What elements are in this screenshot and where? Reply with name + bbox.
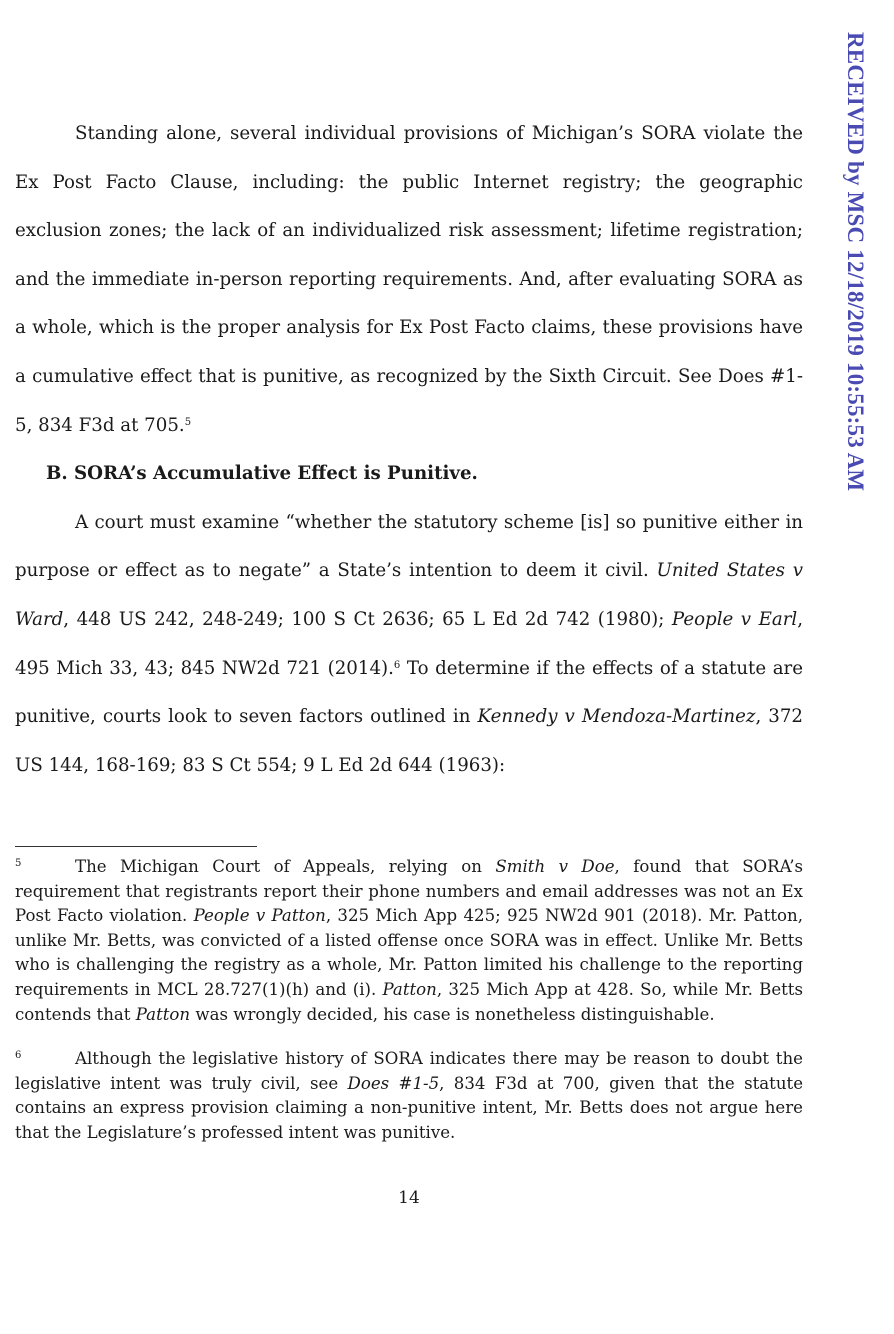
case-citation: Patton — [382, 979, 437, 999]
case-citation: People v Patton — [193, 906, 326, 926]
footnote-spacer — [15, 1027, 803, 1047]
case-citation: Smith v Doe — [495, 857, 615, 876]
paragraph-1 — [15, 110, 803, 450]
case-citation: Does #1-5 — [347, 1073, 440, 1093]
footnote-ref-6[interactable]: 6 — [393, 659, 401, 671]
paragraph-1-text: Standing alone, several individual provisions of Michigan’s SORA violate the Ex Post Facto Clause, including: the public Internet registry; the geographic exclusion zones; the lack of an individualized risk assessment; lifetime registration; and the immediate in-person reporting requirements. And, after evaluating SORA as a whole, which is the proper analysis for Ex Post Facto claims, these provisions have a cumulative effect that is punitive, as recognized by the Sixth Circuit. See Does #1-5, 834 F3d at 705. — [15, 123, 803, 436]
footnote-text: was wrongly decided, his case is nonetheless distinguishable. — [190, 1004, 715, 1024]
paragraph-2-text: A court must examine “whether the statutory scheme [is] so punitive either in purpose or effect as to negate” a State’s intention to deem it civil. — [15, 511, 803, 582]
footnote-text: , found that SORA’s requirement that registrants report their phone numbers and email addresses was not an Ex Post Facto violation. — [15, 857, 803, 926]
footnote-text: The Michigan Court of Appeals, relying on — [75, 857, 496, 876]
paragraph-2-text: , 448 US 242, 248-249; 100 S Ct 2636; 65 L Ed 2d 742 (1980); — [63, 608, 672, 630]
paragraph-2-text: , 495 Mich 33, 43; 845 NW2d 721 (2014). — [15, 608, 804, 679]
footnote-text: , 325 Mich App at 428. So, while Mr. Betts contends that — [15, 979, 803, 1024]
case-citation: United States v Ward — [15, 560, 803, 630]
footnote-ref-5[interactable]: 5 — [184, 416, 192, 428]
received-stamp: RECEIVED by MSC 12/18/2019 10:55:53 AM — [843, 32, 868, 492]
body-text — [15, 110, 803, 790]
footnote-6: 6 Although the legislative history of SORA indicates there may be reason to doubt the legislative intent was truly civil, see Does #1-5, 834 F3d at 700, given that the statute contains an express provision claiming a non-punitive intent, Mr. Betts does not argue here that the Legislature’s professed intent was punitive. — [15, 1049, 804, 1142]
paragraph-2 — [15, 499, 803, 791]
footnotes — [15, 855, 803, 1146]
footnote-divider — [15, 846, 257, 847]
case-citation: People v Earl — [671, 608, 798, 630]
case-citation: Kennedy v Mendoza-Martinez — [477, 706, 756, 728]
case-citation: Patton — [135, 1004, 191, 1024]
footnote-5: 5 The Michigan Court of Appeals, relying on Smith v Doe, found that SORA’s requirement that registrants report their phone numbers and email addresses was not an Ex Post Facto violation. People v Patton, 325 Mich App 425; 925 NW2d 901 (2018). Mr. Patton, unlike Mr. Betts, was convicted of a listed offense once SORA was in effect. Unlike Mr. Betts who is challenging the registry as a whole, Mr. Patton limited his challenge to the reporting requirements in MCL 28.727(1)(h) and (i). Patton, 325 Mich App at 428. So, while Mr. Betts contends that Patton was wrongly decided, his case is nonetheless distinguishable. — [15, 857, 803, 1024]
page-number: 14 — [398, 1188, 420, 1208]
section-heading: B. SORA’s Accumulative Effect is Punitive. — [46, 463, 478, 485]
footnote-text: Although the legislative history of SORA indicates there may be reason to doubt the legislative intent was truly civil, see — [15, 1049, 803, 1093]
paragraph-2-text: , 372 US 144, 168-169; 83 S Ct 554; 9 L Ed 2d 644 (1963): — [15, 706, 803, 776]
footnote-text: , 834 F3d at 700, given that the statute contains an express provision claiming a non-punitive intent, Mr. Betts does not argue here that the Legislature’s professed intent was punitive. — [15, 1073, 804, 1142]
paragraph-2-text: To determine if the effects of a statute are punitive, courts look to seven factors outlined in — [15, 657, 803, 728]
footnote-text: , 325 Mich App 425; 925 NW2d 901 (2018). Mr. Patton, unlike Mr. Betts, was convicted of a listed offense once SORA was in effect. Unlike Mr. Betts who is challenging the registry as a whole, Mr. Patton limited his challenge to the reporting requirements in MCL 28.727(1)(h) and (i). — [15, 906, 803, 999]
